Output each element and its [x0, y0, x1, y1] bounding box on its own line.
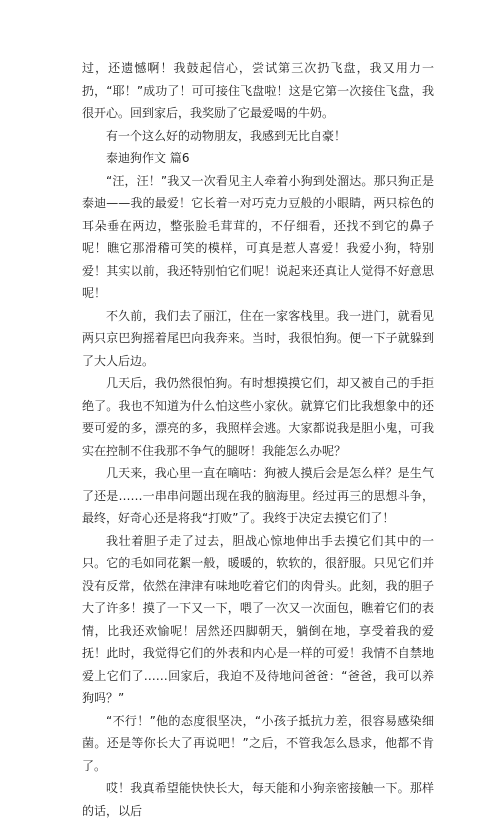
paragraph-curiosity: 几天来，我心里一直在嘀咕：狗被人摸后会是怎么样？是生气了还是……一串串问题出现在我的脑海里。经过再三的思想斗争，最终，好奇心还是将我“打败”了。我终于决定去摸它们了！: [82, 466, 434, 525]
paragraph-continuation: 过，还遗憾啊！我鼓起信心，尝试第三次扔飞盘，我又用力一扔，“耶！”成功了！可可接住飞盘啦！这是它第一次接住飞盘，我很开心。回到家后，我奖励了它最爱喝的牛奶。: [82, 61, 434, 120]
paragraph-teddy-intro: “汪，汪！”我又一次看见主人牵着小狗到处溜达。那只狗正是泰迪——我的最爱！它长着一对巧克力豆般的小眼睛，两只棕色的耳朵垂在两边，整张脸毛茸茸的，不仔细看，还找不到它的鼻子呢！瞧它那滑稽可笑的模样，可真是惹人喜爱！我爱小狗，特别爱！其实以前，我还特别怕它们呢！说起来还真让人觉得不好意思呢！: [82, 173, 434, 300]
essay-title: 泰迪狗作文 篇6: [106, 151, 190, 165]
paragraph-still-afraid: 几天后，我仍然很怕狗。有时想摸摸它们，却又被自己的手拒绝了。我也不知道为什么怕这些小家伙。就算它们比我想象中的还要可爱的多，漂亮的多，我照样会逃。大家都说我是胆小鬼，可我实在控制不住我那不争气的腿呀！我能怎么办呢？: [82, 376, 434, 458]
paragraph-lijiang: 不久前，我们去了丽江，住在一家客栈里。我一进门，就看见两只京巴狗摇着尾巴向我奔来。当时，我很怕狗。便一下子就躲到了大人后边。: [82, 308, 434, 368]
paragraph-pride: 有一个这么好的动物朋友，我感到无比自豪！: [106, 128, 347, 143]
paragraph-father-refuses: “不行！”他的态度很坚决，“小孩子抵抗力差，很容易感染细菌。还是等你长大了再说吧！”之后，不管我怎么恳求，他都不肯了。: [82, 713, 434, 773]
paragraph-wish: 哎！我真希望能快快长大，每天能和小狗亲密接触一下。那样的话，以后: [82, 781, 434, 818]
paragraph-touching-dogs: 我壮着胆子走了过去，胆战心惊地伸出手去摸它们其中的一只。它的毛如同花絮一般，暖暖的，软软的，很舒服。只见它们并没有反常，依然在津津有味地吃着它们的肉骨头。此刻，我的胆子大了许多！摸了一下又一下，喂了一次又一次面包，瞧着它们的表情，比我还欢愉呢！居然还四脚朝天，躺倒在地，享受着我的爱抚！此时，我觉得它们的外表和内心是一样的可爱！我情不自禁地爱上它们了……回家后，我迫不及待地问爸爸：“爸爸，我可以养狗吗？”: [82, 533, 434, 705]
